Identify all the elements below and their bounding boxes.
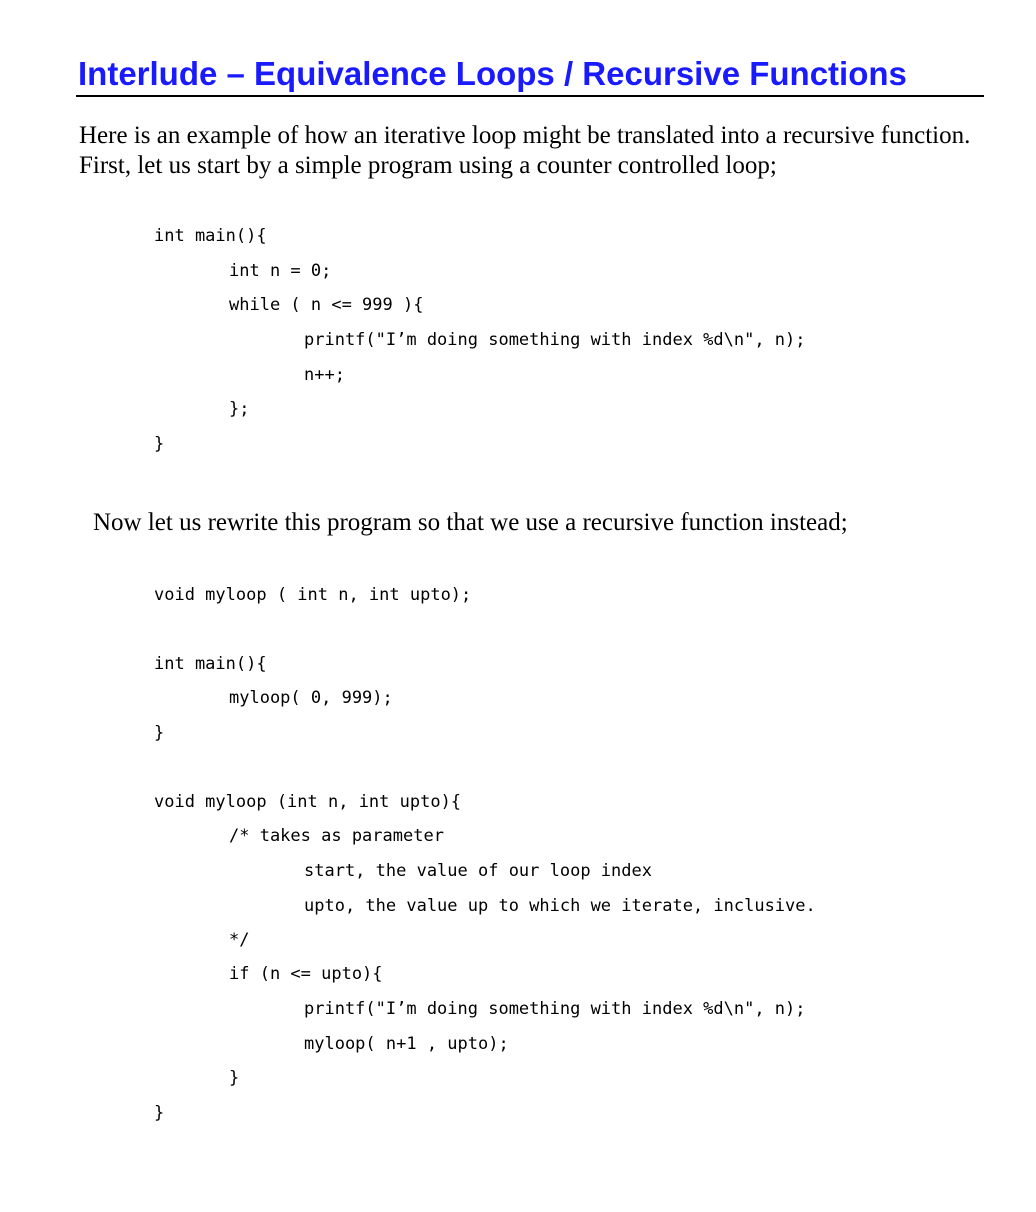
code-line: myloop( 0, 999); xyxy=(229,688,393,708)
code-line: int n = 0; xyxy=(229,261,332,281)
code-line: while ( n <= 999 ){ xyxy=(229,295,424,315)
code-line: } xyxy=(154,723,165,743)
title-underline xyxy=(76,95,984,97)
code-line: if (n <= upto){ xyxy=(229,964,383,984)
code-line: printf("I’m doing something with index %d\n", n); xyxy=(304,330,806,350)
intro-line-1: Here is an example of how an iterative loop might be translated into a recursive function. xyxy=(79,122,971,149)
intro-paragraph xyxy=(79,121,970,181)
code-line: myloop( n+1 , upto); xyxy=(304,1034,509,1054)
code-line: void myloop (int n, int upto){ xyxy=(154,792,462,812)
code-line: int main(){ xyxy=(154,226,267,246)
code-line: upto, the value up to which we iterate, inclusive. xyxy=(304,896,816,916)
code-line: */ xyxy=(229,930,250,950)
code-line: n++; xyxy=(304,365,345,385)
code-line: } xyxy=(154,1103,165,1123)
page-title: Interlude – Equivalence Loops / Recursive Functions xyxy=(78,55,907,92)
code-line: } xyxy=(229,1068,240,1088)
code-line: int main(){ xyxy=(154,654,267,674)
code-line: } xyxy=(154,434,165,454)
code-line: void myloop ( int n, int upto); xyxy=(154,585,472,605)
code-line: /* takes as parameter xyxy=(229,826,444,846)
code-line: printf("I’m doing something with index %d\n", n); xyxy=(304,999,806,1019)
transition-paragraph: Now let us rewrite this program so that we use a recursive function instead; xyxy=(93,509,848,536)
intro-line-2: First, let us start by a simple program using a counter controlled loop; xyxy=(79,152,777,179)
code-line: start, the value of our loop index xyxy=(304,861,652,881)
code-line: }; xyxy=(229,399,250,419)
